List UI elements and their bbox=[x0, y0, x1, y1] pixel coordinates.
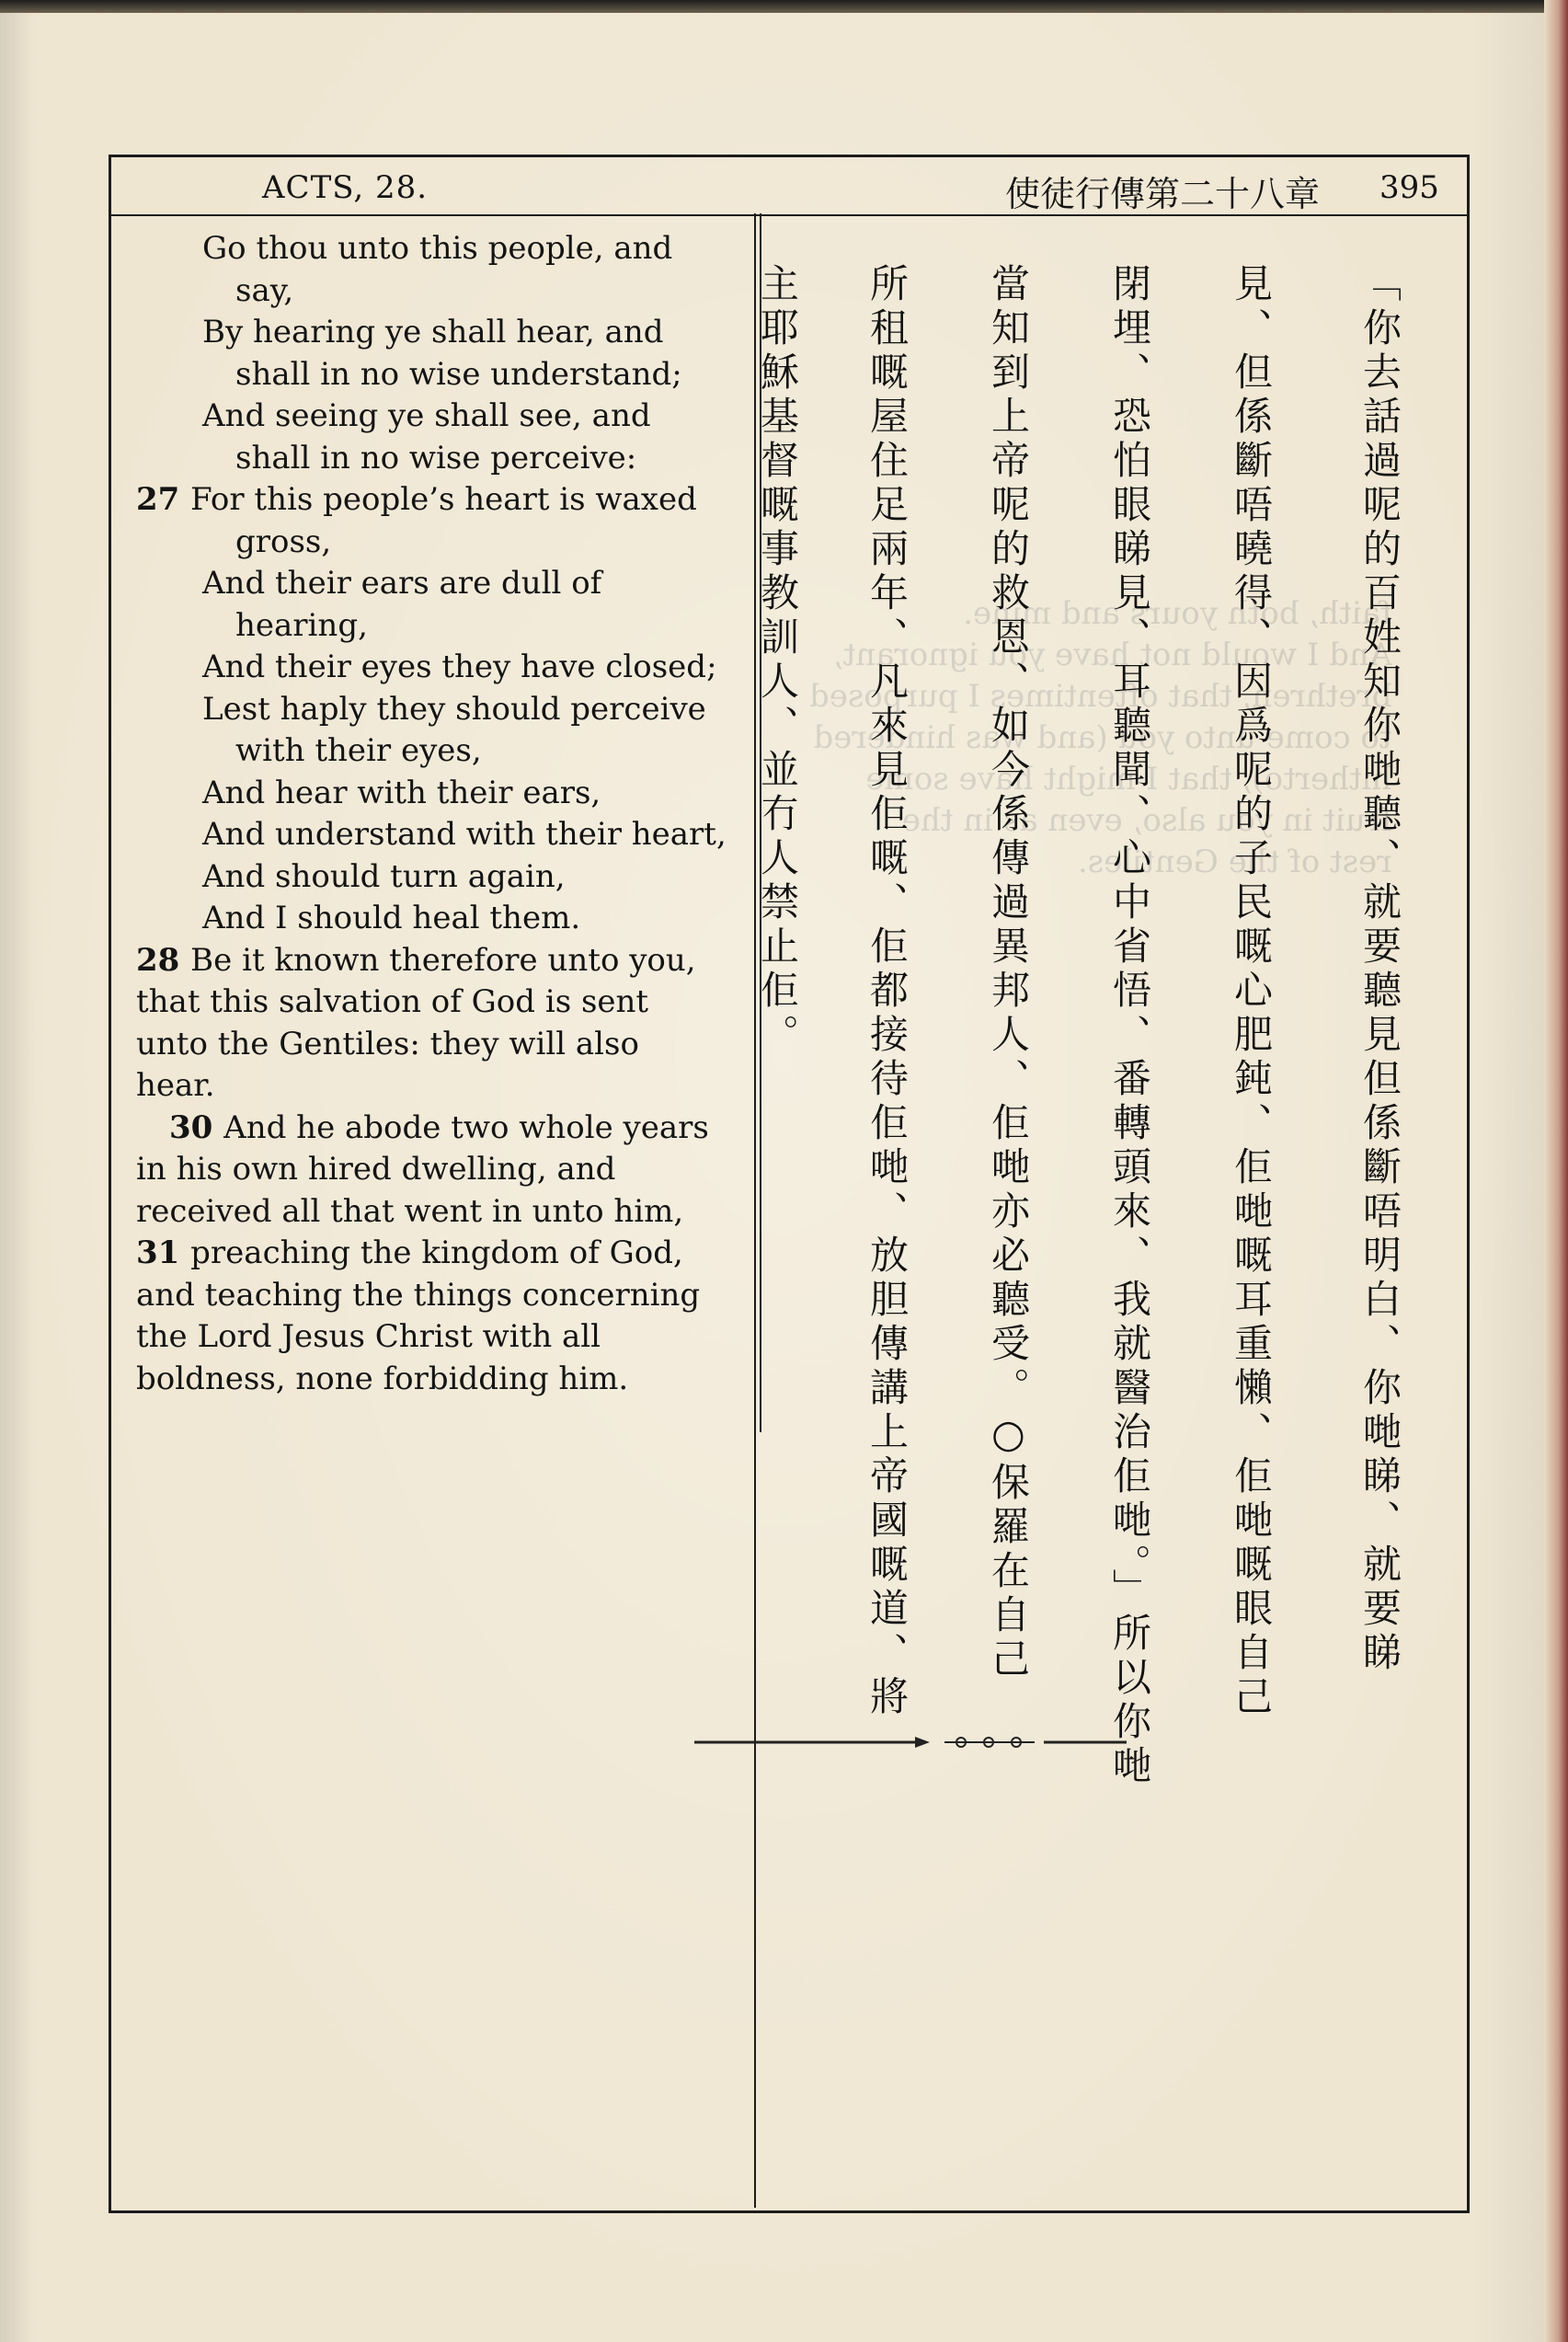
verse-number: 27 bbox=[136, 481, 191, 518]
english-line-text: And seeing ye shall see, and bbox=[202, 397, 651, 434]
english-line bbox=[136, 1233, 743, 1275]
verse-number: 28 bbox=[136, 941, 191, 979]
english-line bbox=[136, 730, 743, 773]
english-line-text: And should turn again, bbox=[202, 857, 566, 895]
english-line-text: And understand with their heart, bbox=[202, 816, 727, 853]
english-line bbox=[136, 689, 743, 731]
english-line-text: unto the Gentiles: they will also bbox=[136, 1025, 639, 1062]
english-line bbox=[136, 1065, 743, 1108]
chinese-column: 主耶穌基督嘅事教訓人、並冇人禁止佢。 bbox=[755, 263, 800, 1058]
english-line bbox=[136, 1024, 743, 1066]
english-line-text: boldness, none forbidding him. bbox=[136, 1360, 629, 1397]
english-line-text: shall in no wise understand; bbox=[235, 355, 682, 393]
english-line bbox=[136, 982, 743, 1024]
english-line bbox=[136, 228, 743, 270]
english-line bbox=[136, 1108, 743, 1150]
english-line bbox=[136, 898, 743, 940]
english-line-text: Be it known therefore unto you, bbox=[190, 941, 696, 979]
english-line-text: And he abode two whole years bbox=[223, 1108, 709, 1146]
english-line-text: Lest haply they should perceive bbox=[202, 690, 706, 728]
english-text-column bbox=[136, 228, 743, 1400]
english-line bbox=[136, 479, 743, 522]
english-line bbox=[136, 1359, 743, 1401]
chinese-column: 當知到上帝呢的救恩、如今係傳過異邦人、佢哋亦必聽受。○保羅在自己 bbox=[986, 263, 1031, 1682]
english-line bbox=[136, 312, 743, 354]
english-line-text: gross, bbox=[235, 522, 332, 560]
english-line-text: hearing, bbox=[235, 606, 368, 644]
english-line bbox=[136, 647, 743, 689]
english-line bbox=[136, 563, 743, 605]
english-line-text: And I should heal them. bbox=[202, 900, 581, 936]
verse-number: 31 bbox=[136, 1234, 191, 1271]
english-line-text: And hear with their ears, bbox=[202, 774, 601, 811]
english-line-text: in his own hired dwelling, and bbox=[136, 1151, 616, 1188]
english-line-text: the Lord Jesus Christ with all bbox=[136, 1318, 601, 1355]
english-line bbox=[136, 396, 743, 438]
english-line-text: that this salvation of God is sent bbox=[136, 983, 649, 1020]
english-line-text: By hearing ye shall hear, and bbox=[202, 314, 664, 350]
english-line bbox=[136, 1275, 743, 1317]
chinese-column: 閉埋、恐怕眼睇見、耳聽聞、心中省悟、番轉頭來、我就醫治佢哋。」所以你哋 bbox=[1107, 263, 1152, 1789]
english-line-text: And their ears are dull of bbox=[202, 565, 602, 602]
english-line-text: hear. bbox=[136, 1067, 215, 1104]
english-line-text: say, bbox=[235, 271, 294, 309]
english-line bbox=[136, 856, 743, 899]
english-line bbox=[136, 605, 743, 648]
english-line-text: Go thou unto this people, and bbox=[202, 230, 673, 267]
english-line-text: preaching the kingdom of God, bbox=[190, 1234, 683, 1271]
english-line bbox=[136, 814, 743, 856]
english-line-text: and teaching the things concerning bbox=[136, 1276, 701, 1314]
english-line bbox=[136, 1191, 743, 1234]
chinese-column: 所租嘅屋住足兩年、凡來見佢嘅、佢都接待佢哋、放胆傳講上帝國嘅道、將 bbox=[864, 263, 910, 1720]
page-number: 395 bbox=[1379, 169, 1439, 206]
verse-number: 30 bbox=[169, 1108, 224, 1146]
chinese-column: 見、但係斷唔曉得、因爲呢的子民嘅心肥鈍、佢哋嘅耳重懶、佢哋嘅眼自己 bbox=[1229, 263, 1274, 1720]
english-line bbox=[136, 773, 743, 815]
page-right-edge bbox=[1544, 0, 1568, 2342]
running-title-left: ACTS, 28. bbox=[262, 169, 429, 206]
english-line bbox=[136, 438, 743, 480]
running-title-chinese: 使徒行傳第二十八章 bbox=[1004, 174, 1320, 214]
english-line bbox=[136, 270, 743, 313]
english-line-text: with their eyes, bbox=[235, 732, 482, 769]
english-line bbox=[136, 940, 743, 982]
english-line bbox=[136, 354, 743, 396]
bleed-through-text: faith, both yours and mine. And I would not have you ignorant, brethren, that oftentimes I purposed to come unto you (and was hindered hitherto), that I might have some fruit in you also, even as in the rest of the Gentiles. bbox=[809, 595, 1392, 880]
english-line bbox=[136, 522, 743, 564]
english-line-text: shall in no wise perceive: bbox=[235, 439, 637, 476]
english-line-text: And their eyes they have closed; bbox=[202, 649, 717, 685]
english-line bbox=[136, 1316, 743, 1359]
english-line bbox=[136, 1149, 743, 1191]
page-top-edge bbox=[0, 0, 1568, 13]
chinese-column: 「你去話過呢的百姓知你哋聽、就要聽見但係斷唔明白、你哋睇、就要睇 bbox=[1357, 263, 1402, 1676]
english-line-text: For this people’s heart is waxed bbox=[190, 481, 697, 518]
english-line-text: received all that went in unto him, bbox=[136, 1192, 684, 1230]
end-of-chapter-ornament bbox=[694, 1733, 1393, 1751]
